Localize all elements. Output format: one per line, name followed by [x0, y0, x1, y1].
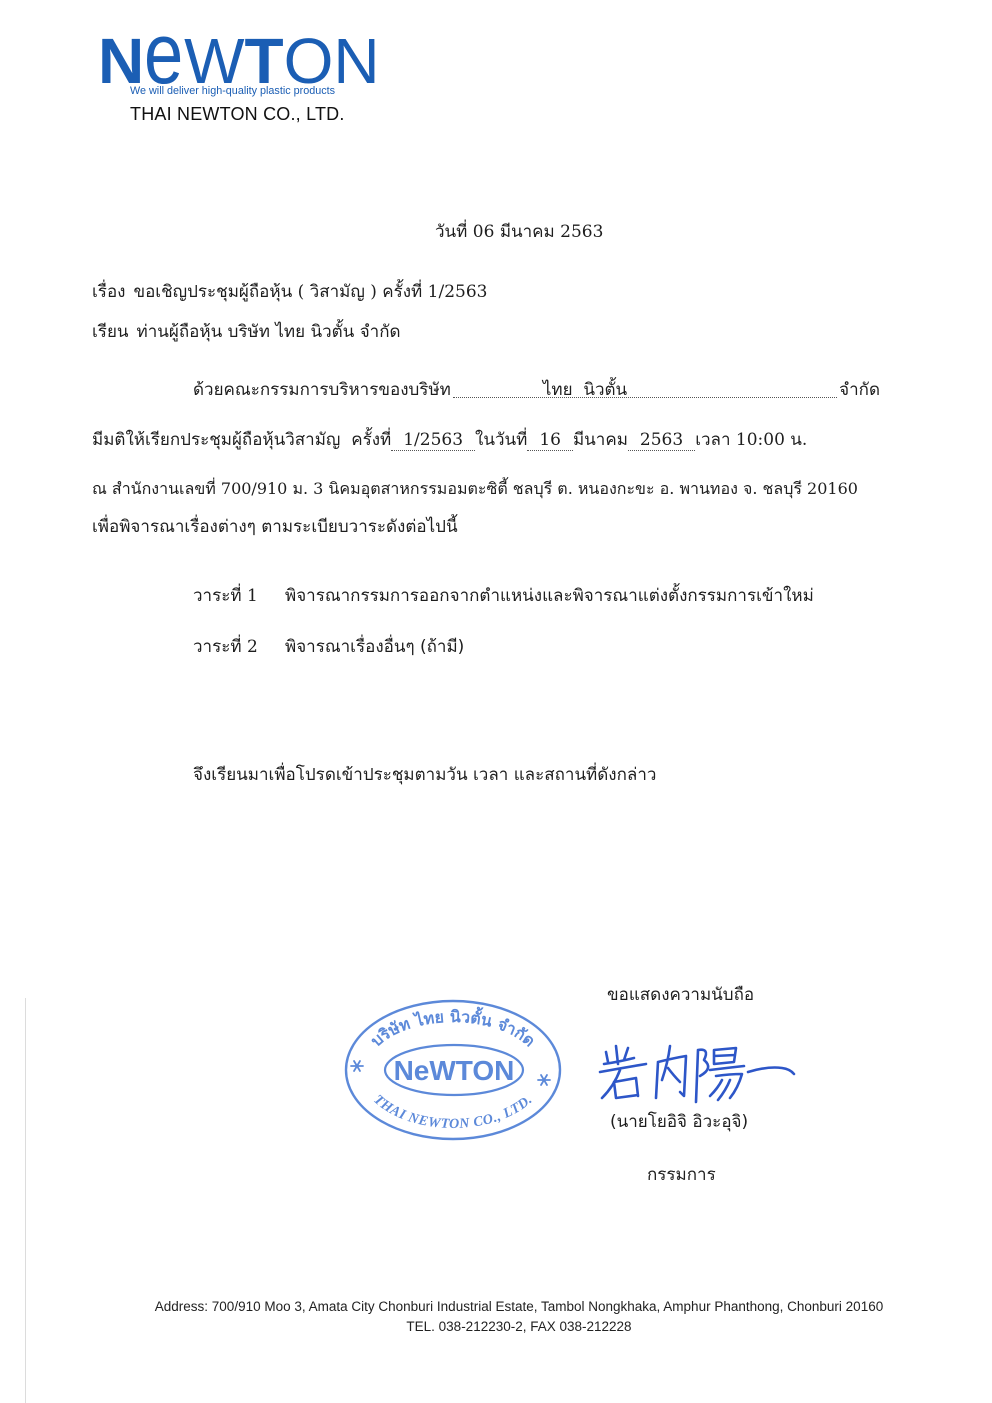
- salutation: ขอแสดงความนับถือ: [607, 985, 755, 1005]
- agenda-item: [193, 634, 464, 660]
- company-fill-field: [453, 377, 837, 398]
- stamp-bottom-text-path: THAI NEWTON CO., LTD.: [370, 1092, 536, 1133]
- stamp-bottom-text: [370, 1092, 535, 1132]
- logo-letter: T: [244, 25, 284, 97]
- handwritten-signature: [596, 1040, 796, 1108]
- logo-letter: e: [144, 6, 184, 102]
- intro-prefix: ด้วยคณะกรรมการบริหารของบริษัท: [193, 380, 451, 400]
- stamp-top-text-path: บริษัท ไทย นิวตั้น จำกัด: [366, 1006, 540, 1051]
- logo-letter: N: [98, 25, 145, 97]
- recipient-line: [92, 319, 401, 345]
- stamp-left-asterisk-icon: [351, 1061, 363, 1071]
- meeting-date-label: ในวันที่: [475, 430, 528, 450]
- venue-line: ณ สำนักงานเลขที่ 700/910 ม. 3 นิคมอุตสาหกรรมอมตะซิตี้ ชลบุรี ต. หนองกะขะ อ. พานทอง จ. ชลบุรี 20160: [92, 479, 858, 498]
- intro-suffix: จำกัด: [839, 380, 880, 400]
- purpose-line: เพื่อพิจารณาเรื่องต่างๆ ตามระเบียบวาระดังต่อไปนี้: [92, 517, 458, 537]
- scan-edge-line: [25, 998, 26, 1403]
- logo-letter: W: [184, 25, 245, 97]
- meeting-number-fill: 1/2563: [391, 430, 475, 451]
- agenda-item-label: วาระที่ 2: [193, 637, 258, 657]
- footer-contact: TEL. 038-212230-2, FAX 038-212228: [406, 1319, 632, 1334]
- company-stamp: [338, 992, 570, 1152]
- closing-line: จึงเรียนมาเพื่อโปรดเข้าประชุมตามวัน เวลา และสถานที่ดังกล่าว: [193, 765, 657, 785]
- subject-line: [92, 279, 487, 305]
- company-fill-value: ไทย นิวตั้น: [542, 380, 628, 400]
- meeting-month: มีนาคม: [572, 430, 628, 450]
- agenda-item: [193, 583, 814, 609]
- agenda-item-text: พิจารณากรรมการออกจากตำแหน่งและพิจารณาแต่งตั้งกรรมการเข้าใหม่: [285, 586, 814, 606]
- resolution-line: [92, 427, 807, 453]
- recipient-text: ท่านผู้ถือหุ้น บริษัท ไทย นิวตั้น จำกัด: [136, 322, 401, 342]
- meeting-year-fill: 2563: [628, 430, 695, 451]
- subject-label: เรื่อง: [92, 282, 126, 302]
- agenda-item-label: วาระที่ 1: [193, 586, 258, 606]
- logo-tagline: We will deliver high-quality plastic products: [130, 85, 336, 97]
- subject-text: ขอเชิญประชุมผู้ถือหุ้น ( วิสามัญ ) ครั้งที่ 1/2563: [133, 282, 488, 302]
- company-name: THAI NEWTON CO., LTD.: [130, 104, 345, 124]
- intro-line: [193, 377, 880, 403]
- logo-letter: N: [333, 25, 380, 97]
- agenda-item-text: พิจารณาเรื่องอื่นๆ (ถ้ามี): [285, 637, 465, 657]
- signer-title: กรรมการ: [647, 1165, 716, 1185]
- stamp-center-logo: NeWTON: [393, 1055, 515, 1086]
- stamp-right-asterisk-icon: [538, 1075, 550, 1085]
- meeting-time: เวลา 10:00 น.: [695, 430, 808, 450]
- logo-letter: O: [283, 25, 334, 97]
- footer-address: Address: 700/910 Moo 3, Amata City Chonburi Industrial Estate, Tambol Nongkhaka, Amphur Phanthong, Chonburi 20160: [154, 1299, 884, 1314]
- signer-name: (นายโยอิจิ อิวะอุจิ): [610, 1112, 749, 1132]
- letter-date: วันที่ 06 มีนาคม 2563: [435, 222, 604, 242]
- recipient-label: เรียน: [92, 322, 129, 342]
- meeting-day-fill: 16: [527, 430, 573, 451]
- resolution-prefix: มีมติให้เรียกประชุมผู้ถือหุ้นวิสามัญ ครั้งที่: [92, 430, 392, 450]
